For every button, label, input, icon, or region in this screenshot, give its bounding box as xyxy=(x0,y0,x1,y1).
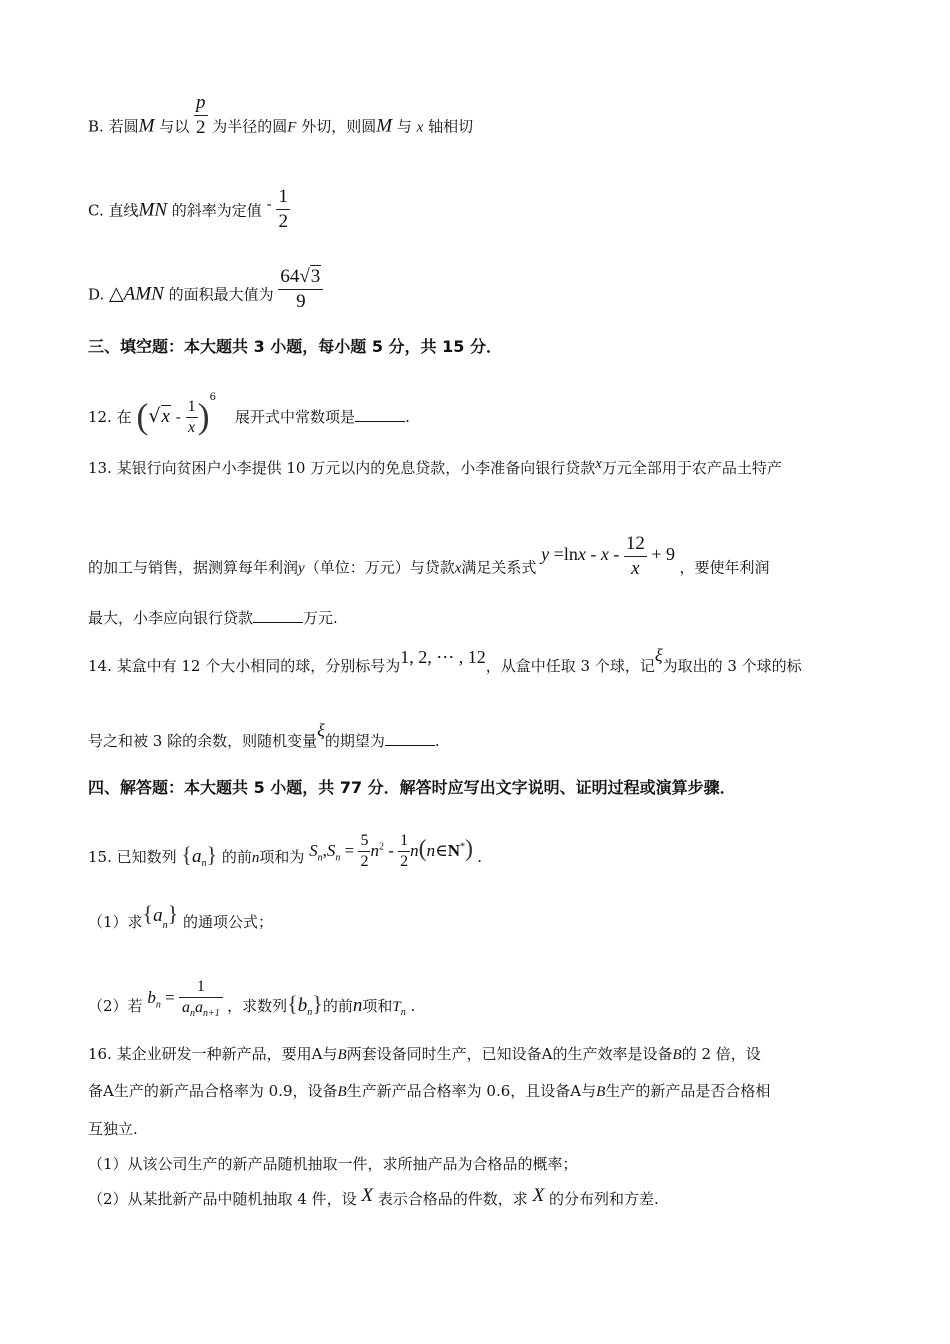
question-15-part-1: （1）求$\{a_n\}$ 的通项公式； xyxy=(88,901,273,931)
question-16-part-1: （1）从该公司生产的新产品随机抽取一件，求所抽产品为合格品的概率； xyxy=(88,1155,578,1173)
option-d: D. △AMN 的面积最大值为 $\frac{64√3}{9}$ xyxy=(88,272,323,319)
fraction-5-over-2: $\frac{5}{2}$ xyxy=(360,832,369,871)
answer-blank[interactable] xyxy=(355,407,405,422)
question-16-part-2: （2）从某批新产品中随机抽取 4 件，设 X 表示合格品的件数，求 X 的分布列和方差. xyxy=(88,1185,659,1208)
option-b: B. 若圆M 与以 $\frac{p}{2}$ 为半径的圆F 外切，则圆M 与 x 轴相切 xyxy=(88,92,474,138)
question-16-line-2: 备A生产的新产品合格率为 0.9，设备B生产新产品合格率为 0.6，且设备A与B生产的新产品是否合格相 xyxy=(88,1082,771,1100)
sum-formula: $S_n,S_n$ = $\frac{5}{2}$ $n^2$ - $\frac{1}{2}$ n(n∈N*) xyxy=(309,832,474,871)
fraction-1-over-2: $\frac{1}{2}$ xyxy=(400,832,409,871)
fraction-64-root3-over-9: $\frac{64√3}{9}$ xyxy=(278,266,323,313)
question-15-part-2: （2）若 $b_n$ = $\frac{1}{a_na_{n+1}}$ ，求数列$\{b_n\}$的前n项和$T_n$ . xyxy=(88,978,416,1020)
profit-formula: y =lnx - x - $\frac{12}{x}$ + 9 xyxy=(541,533,675,579)
question-15: 15. 已知数列 $\{a_n\}$ 的前n项和为 $S_n,S_n$ = $\frac{5}{2}$ $n^2$ - $\frac{1}{2}$ n(n∈N*) . xyxy=(88,832,483,871)
question-13-line-3: 最大，小李应向银行贷款 万元. xyxy=(88,609,338,627)
question-14-line-1: 14. 某盒中有 12 个大小相同的球，分别标号为1, 2, ⋯ , 12，从盒中任取 3 个球，记ξ为取出的 3 个球的标 xyxy=(88,645,802,675)
math-M: M xyxy=(138,115,155,137)
section-4-heading: 四、解答题：本大题共 5 小题，共 77 分．解答时应写出文字说明、证明过程或演算步骤． xyxy=(88,778,736,797)
fraction-p-over-2: $\frac{p}{2}$ xyxy=(196,92,206,138)
option-c: C. 直线MN 的斜率为定值 - $\frac{1}{2}$ xyxy=(88,186,288,232)
fraction-12-over-x: $\frac{12}{x}$ xyxy=(625,533,645,579)
fraction-1-over-x: $\frac{1}{x}$ xyxy=(187,398,196,437)
answer-blank[interactable] xyxy=(385,731,435,746)
question-12: 12. 在 (√x - $\frac{1}{x}$ )$^6$ 展开式中常数项是 . xyxy=(88,391,410,437)
question-14-line-2: 号之和被 3 除的余数，则随机变量ξ的期望为 . xyxy=(88,720,440,750)
question-16-line-3: 互独立. xyxy=(88,1120,138,1138)
question-13-line-2: 的加工与销售，据测算每年利润y（单位：万元）与贷款x满足关系式 y =lnx - x - $\frac{12}{x}$ + 9 ，要使年利润 xyxy=(88,533,770,579)
b-formula: $b_n$ = $\frac{1}{a_na_{n+1}}$ xyxy=(147,988,227,1007)
question-13-line-1: 13. 某银行向贫困户小李提供 10 万元以内的免息贷款，小李准备向银行贷款x万元全部用于农产品土特产 xyxy=(88,456,782,477)
fraction-one-half: $\frac{1}{2}$ xyxy=(278,186,288,232)
question-16-line-1: 16. 某企业研发一种新产品，要用A与B两套设备同时生产，已知设备A的生产效率是设备B的 2 倍，设 xyxy=(88,1045,761,1063)
section-3-heading: 三、填空题：本大题共 3 小题，每小题 5 分，共 15 分． xyxy=(88,337,502,356)
answer-blank[interactable] xyxy=(253,608,303,623)
fraction-1-over-an-an1: $\frac{1}{a_na_{n+1}}$ xyxy=(179,978,223,1020)
